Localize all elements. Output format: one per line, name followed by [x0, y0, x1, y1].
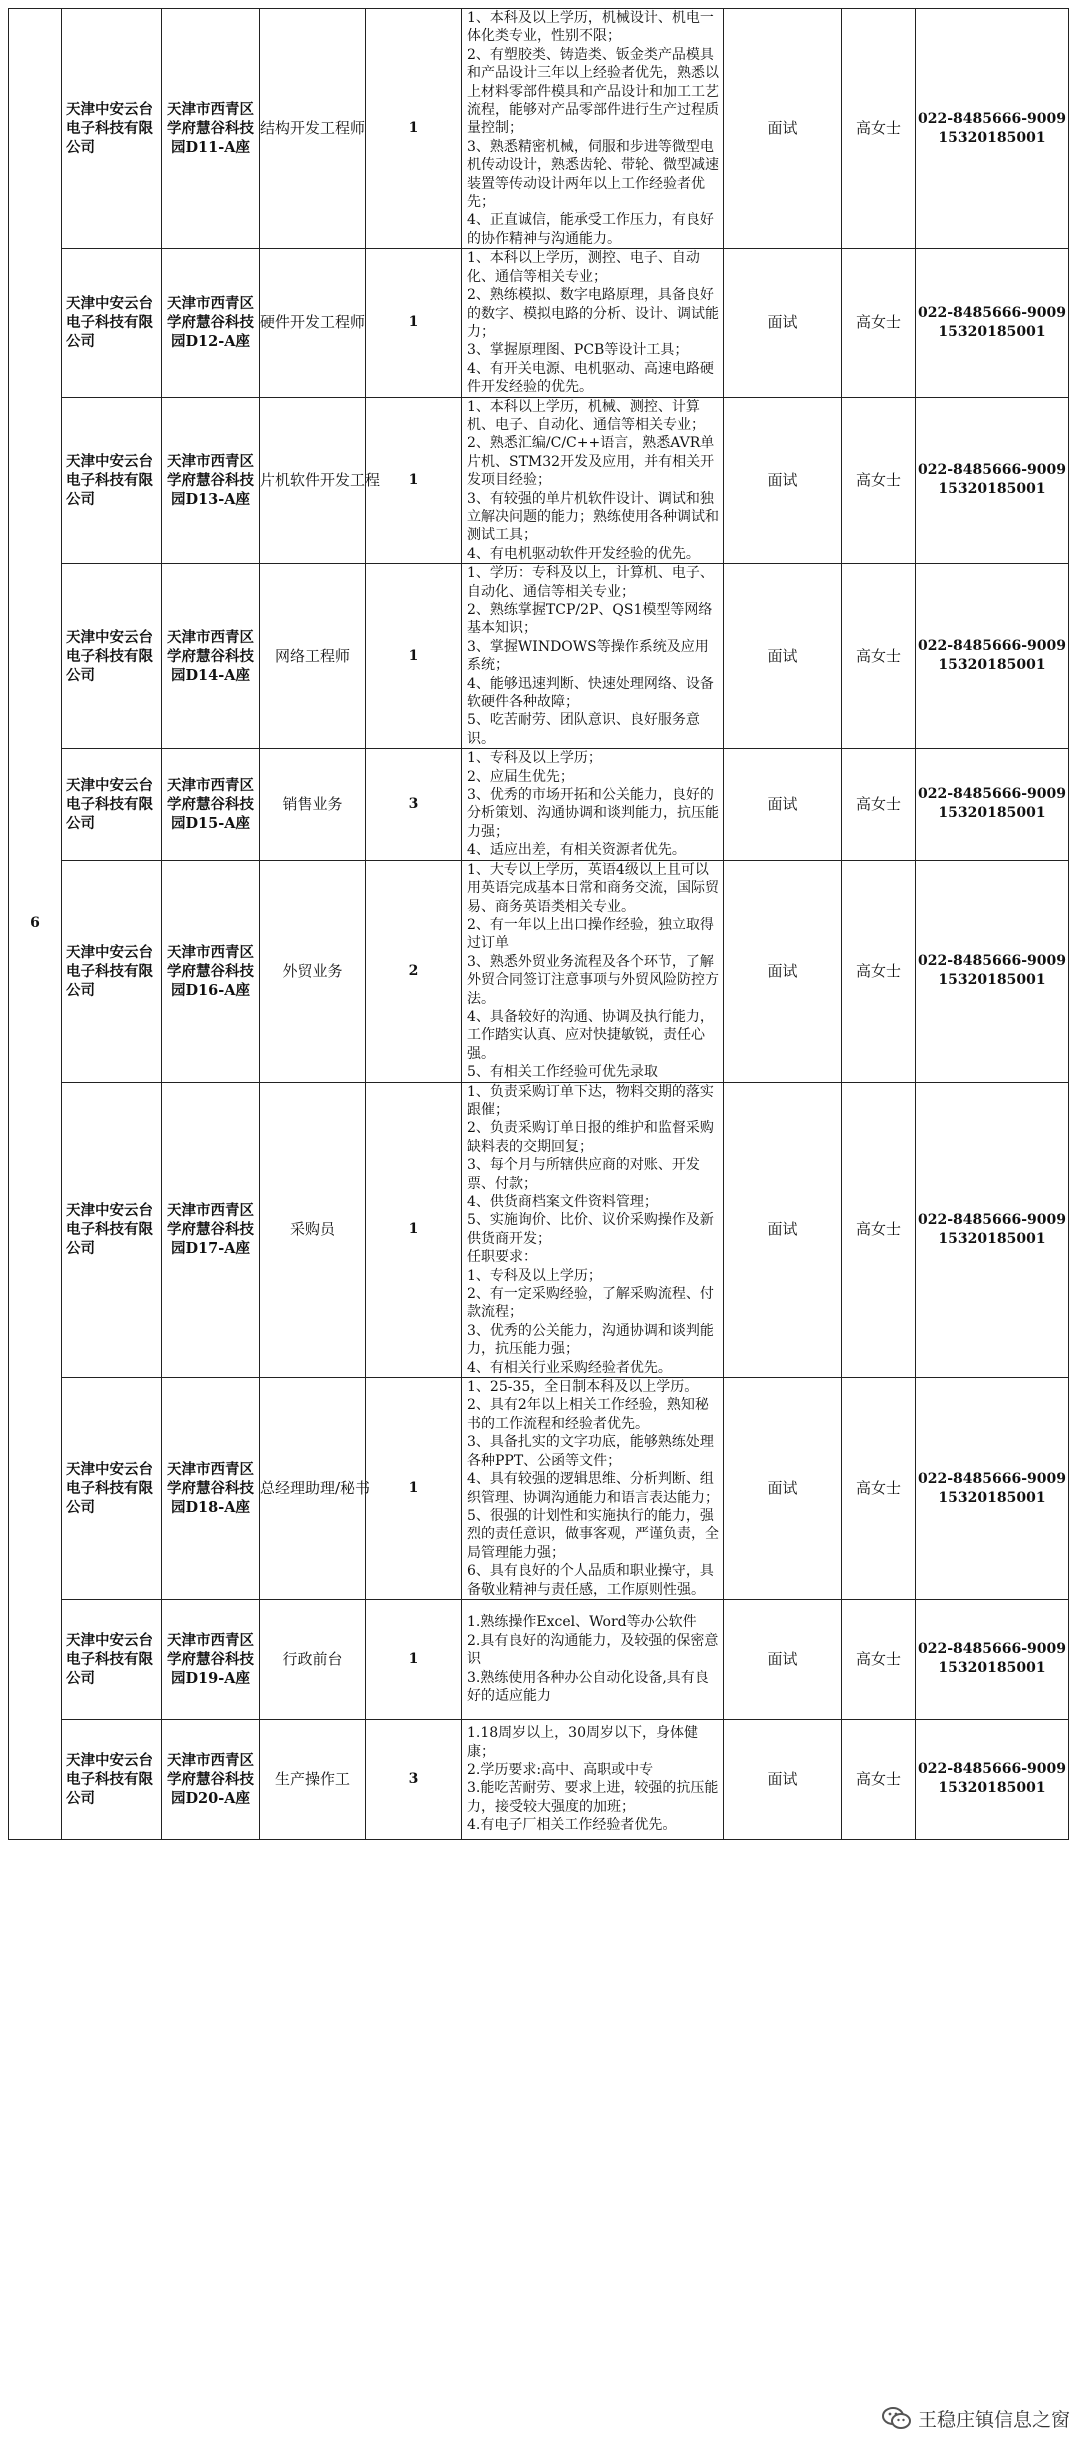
- requirement-line: 1、专科及以上学历；: [467, 750, 602, 767]
- phone-cell: 022-8485666-9009 15320185001: [916, 249, 1069, 397]
- requirements-cell: [462, 1599, 724, 1719]
- requirement-line: 2、有一年以上出口操作经验，独立取得过订单: [467, 916, 714, 952]
- requirement-line: 4、具有较强的逻辑思维、分析判断、组织管理、协调沟通能力和语言表达能力；: [467, 1471, 719, 1506]
- contact-cell: 高女士: [842, 1378, 916, 1600]
- count-cell: 1: [366, 1082, 462, 1378]
- requirement-line: 4、供货商档案文件资料管理；: [467, 1194, 658, 1210]
- requirement-line: 3、优秀的市场开拓和公关能力，良好的分析策划、沟通协调和谈判能力，抗压能力强；: [467, 787, 719, 840]
- requirements-cell: [462, 1082, 724, 1378]
- requirement-line: 4、有相关行业采购经验者优先。: [467, 1359, 672, 1376]
- table-row: [9, 860, 1069, 1082]
- contact-cell: 高女士: [842, 1599, 916, 1719]
- requirements-cell: [462, 397, 724, 564]
- phone-cell: 022-8485666-9009 15320185001: [916, 564, 1069, 749]
- requirement-line: 1、25-35，全日制本科及以上学历。: [467, 1379, 699, 1396]
- requirement-line: 4、具备较好的沟通、协调及执行能力，工作踏实认真、应对快捷敏锐，责任心强。: [467, 1008, 714, 1062]
- requirements-cell: [462, 1378, 724, 1600]
- requirement-line: 4、适应出差，有相关资源者优先。: [467, 842, 686, 859]
- phone-cell: 022-8485666-9009 15320185001: [916, 860, 1069, 1082]
- requirement-line: 3、每个月与所辖供应商的对账、开发票、付款；: [467, 1157, 700, 1192]
- requirement-line: 5、吃苦耐劳、团队意识、良好服务意识。: [467, 712, 700, 747]
- phone-cell: 022-8485666-9009 15320185001: [916, 1719, 1069, 1839]
- count-cell: 1: [366, 9, 462, 249]
- requirement-line: 2、熟悉汇编/C/C++语言，熟悉AVR单片机、STM32开发及应用，并有相关开发项目经验；: [467, 435, 715, 489]
- requirement-line: 1、本科以上学历，测控、电子、自动化、通信等相关专业；: [467, 250, 700, 285]
- contact-cell: 高女士: [842, 1719, 916, 1839]
- mode-cell: 面试: [724, 1719, 842, 1839]
- table-row: [9, 564, 1069, 749]
- position-cell: 生产操作工: [260, 1719, 366, 1839]
- company-cell: 天津中安云台电子科技有限公司: [62, 1378, 162, 1600]
- requirement-line: 1、学历：专科及以上，计算机、电子、自动化、通信等相关专业；: [467, 565, 714, 600]
- requirement-line: 1、本科以上学历，机械、测控、计算机、电子、自动化、通信等相关专业；: [467, 398, 705, 433]
- requirement-line: 2.学历要求:高中、高职或中专: [467, 1762, 654, 1779]
- requirement-line: 3.能吃苦耐劳、要求上进，较强的抗压能力，接受较大强度的加班；: [467, 1780, 719, 1815]
- position-cell: 销售业务: [260, 749, 366, 860]
- address-cell: 天津市西青区学府慧谷科技园D12-A座: [162, 249, 260, 397]
- requirement-line: 任职要求：: [467, 1249, 537, 1266]
- mode-cell: 面试: [724, 1378, 842, 1600]
- contact-cell: 高女士: [842, 9, 916, 249]
- table-row: [9, 1599, 1069, 1719]
- mode-cell: 面试: [724, 860, 842, 1082]
- company-cell: 天津中安云台电子科技有限公司: [62, 249, 162, 397]
- requirement-line: 5、有相关工作经验可优先录取: [467, 1064, 658, 1081]
- address-cell: 天津市西青区学府慧谷科技园D20-A座: [162, 1719, 260, 1839]
- address-cell: 天津市西青区学府慧谷科技园D17-A座: [162, 1082, 260, 1378]
- table-row: [9, 9, 1069, 249]
- requirement-line: 2、有一定采购经验，了解采购流程、付款流程；: [467, 1286, 714, 1321]
- phone-cell: 022-8485666-9009 15320185001: [916, 749, 1069, 860]
- requirement-line: 1、负责采购订单下达，物料交期的落实跟催；: [467, 1083, 714, 1118]
- position-cell: 网络工程师: [260, 564, 366, 749]
- wechat-icon: [882, 2406, 912, 2432]
- count-cell: 1: [366, 1599, 462, 1719]
- requirement-line: 3、掌握原理图、PCB等设计工具；: [467, 342, 689, 359]
- requirement-line: 5、实施询价、比价、议价采购操作及新供货商开发；: [467, 1212, 714, 1247]
- phone-cell: 022-8485666-9009 15320185001: [916, 9, 1069, 249]
- company-cell: 天津中安云台电子科技有限公司: [62, 397, 162, 564]
- mode-cell: 面试: [724, 749, 842, 860]
- requirement-line: 4、有开关电源、电机驱动、高速电路硬件开发经验的优先。: [467, 360, 714, 396]
- position-cell: 行政前台: [260, 1599, 366, 1719]
- position-cell: 结构开发工程师: [260, 9, 366, 249]
- requirement-line: 3、优秀的公关能力，沟通协调和谈判能力，抗压能力强；: [467, 1322, 714, 1358]
- company-cell: 天津中安云台电子科技有限公司: [62, 1599, 162, 1719]
- requirement-line: 2、应届生优先；: [467, 768, 574, 785]
- company-cell: 天津中安云台电子科技有限公司: [62, 1719, 162, 1839]
- requirement-line: 3、熟悉外贸业务流程及各个环节，了解外贸合同签订注意事项与外贸风险防控方法。: [467, 953, 719, 1007]
- job-table-body: [9, 9, 1069, 1840]
- group-number-cell: 6: [9, 9, 62, 1840]
- requirement-line: 4.有电子厂相关工作经验者优先。: [467, 1817, 677, 1834]
- requirements-cell: [462, 1719, 724, 1839]
- company-cell: 天津中安云台电子科技有限公司: [62, 564, 162, 749]
- requirement-line: 2.具有良好的沟通能力，及较强的保密意识: [467, 1632, 719, 1668]
- watermark: [878, 2403, 1074, 2434]
- address-cell: 天津市西青区学府慧谷科技园D11-A座: [162, 9, 260, 249]
- count-cell: 1: [366, 1378, 462, 1600]
- position-cell: 片机软件开发工程: [260, 397, 366, 564]
- count-cell: 1: [366, 564, 462, 749]
- requirement-line: 3、熟悉精密机械，伺服和步进等微型电机传动设计，熟悉齿轮、带轮、微型减速装置等传动设计两年以上工作经验者优先；: [467, 138, 719, 211]
- position-cell: 采购员: [260, 1082, 366, 1378]
- address-cell: 天津市西青区学府慧谷科技园D18-A座: [162, 1378, 260, 1600]
- requirement-line: 1、大专以上学历，英语4级以上且可以用英语完成基本日常和商务交流，国际贸易、商务英语类相关专业。: [467, 861, 719, 915]
- requirement-line: 2、有塑胶类、铸造类、钣金类产品模具和产品设计三年以上经验者优先，熟悉以上材料零部件模具和产品设计和加工工艺流程，能够对产品零部件进行生产过程质量控制；: [467, 46, 719, 137]
- requirement-line: 1、本科及以上学历，机械设计、机电一体化类专业，性别不限；: [467, 10, 714, 45]
- mode-cell: 面试: [724, 249, 842, 397]
- mode-cell: 面试: [724, 9, 842, 249]
- company-cell: 天津中安云台电子科技有限公司: [62, 749, 162, 860]
- count-cell: 2: [366, 860, 462, 1082]
- table-row: [9, 1719, 1069, 1839]
- requirement-line: 2、熟练模拟、数字电路原理，具备良好的数字、模拟电路的分析、设计、调试能力；: [467, 287, 719, 340]
- requirement-line: 2、具有2年以上相关工作经验，熟知秘书的工作流程和经验者优先。: [467, 1397, 709, 1432]
- mode-cell: 面试: [724, 564, 842, 749]
- contact-cell: 高女士: [842, 860, 916, 1082]
- requirement-line: 3、具备扎实的文字功底，能够熟练处理各种PPT、公函等文件；: [467, 1434, 714, 1469]
- count-cell: 1: [366, 249, 462, 397]
- requirement-line: 5、很强的计划性和实施执行的能力，强烈的责任意识，做事客观，严谨负责，全局管理能力强；: [467, 1507, 719, 1561]
- mode-cell: 面试: [724, 1599, 842, 1719]
- contact-cell: 高女士: [842, 397, 916, 564]
- position-cell: 外贸业务: [260, 860, 366, 1082]
- address-cell: 天津市西青区学府慧谷科技园D16-A座: [162, 860, 260, 1082]
- requirement-line: 3、掌握WINDOWS等操作系统及应用系统；: [467, 638, 709, 674]
- requirement-line: 4、有电机驱动软件开发经验的优先。: [467, 545, 700, 562]
- requirement-line: 2、熟练掌握TCP/2P、QS1模型等网络基本知识；: [467, 602, 713, 637]
- address-cell: 天津市西青区学府慧谷科技园D14-A座: [162, 564, 260, 749]
- position-cell: 总经理助理/秘书: [260, 1378, 366, 1600]
- watermark-text: 王稳庄镇信息之窗: [917, 2409, 1070, 2431]
- requirement-line: 3.熟练使用各种办公自动化设备,具有良好的适应能力: [467, 1669, 709, 1705]
- count-cell: 3: [366, 1719, 462, 1839]
- company-cell: 天津中安云台电子科技有限公司: [62, 860, 162, 1082]
- mode-cell: 面试: [724, 1082, 842, 1378]
- table-row: [9, 249, 1069, 397]
- mode-cell: 面试: [724, 397, 842, 564]
- address-cell: 天津市西青区学府慧谷科技园D19-A座: [162, 1599, 260, 1719]
- contact-cell: 高女士: [842, 564, 916, 749]
- table-row: [9, 1082, 1069, 1378]
- address-cell: 天津市西青区学府慧谷科技园D13-A座: [162, 397, 260, 564]
- requirement-line: 3、有较强的单片机软件设计、调试和独立解决问题的能力；熟练使用各种调试和测试工具；: [467, 490, 719, 544]
- phone-cell: 022-8485666-9009 15320185001: [916, 1082, 1069, 1378]
- requirement-line: 4、能够迅速判断、快速处理网络、设备软硬件各种故障；: [467, 675, 714, 711]
- phone-cell: 022-8485666-9009 15320185001: [916, 1599, 1069, 1719]
- job-table: [8, 8, 1069, 1840]
- count-cell: 3: [366, 749, 462, 860]
- contact-cell: 高女士: [842, 249, 916, 397]
- requirements-cell: [462, 9, 724, 249]
- count-cell: 1: [366, 397, 462, 564]
- requirement-line: 1、专科及以上学历；: [467, 1267, 602, 1284]
- company-cell: 天津中安云台电子科技有限公司: [62, 9, 162, 249]
- requirement-line: 1.18周岁以上，30周岁以下，身体健康；: [467, 1725, 698, 1760]
- contact-cell: 高女士: [842, 1082, 916, 1378]
- table-row: [9, 397, 1069, 564]
- position-cell: 硬件开发工程师: [260, 249, 366, 397]
- table-row: [9, 1378, 1069, 1600]
- requirement-line: 6、具有良好的个人品质和职业操守，具备敬业精神与责任感，工作原则性强。: [467, 1563, 714, 1598]
- requirements-cell: [462, 249, 724, 397]
- requirements-cell: [462, 564, 724, 749]
- address-cell: 天津市西青区学府慧谷科技园D15-A座: [162, 749, 260, 860]
- contact-cell: 高女士: [842, 749, 916, 860]
- requirements-cell: [462, 860, 724, 1082]
- requirement-line: 2、负责采购订单日报的维护和监督采购缺料表的交期回复；: [467, 1120, 714, 1155]
- table-row: [9, 749, 1069, 860]
- requirements-cell: [462, 749, 724, 860]
- company-cell: 天津中安云台电子科技有限公司: [62, 1082, 162, 1378]
- phone-cell: 022-8485666-9009 15320185001: [916, 1378, 1069, 1600]
- requirement-line: 1.熟练操作Excel、Word等办公软件: [467, 1614, 697, 1631]
- requirement-line: 4、正直诚信，能承受工作压力，有良好的协作精神与沟通能力。: [467, 212, 714, 247]
- phone-cell: 022-8485666-9009 15320185001: [916, 397, 1069, 564]
